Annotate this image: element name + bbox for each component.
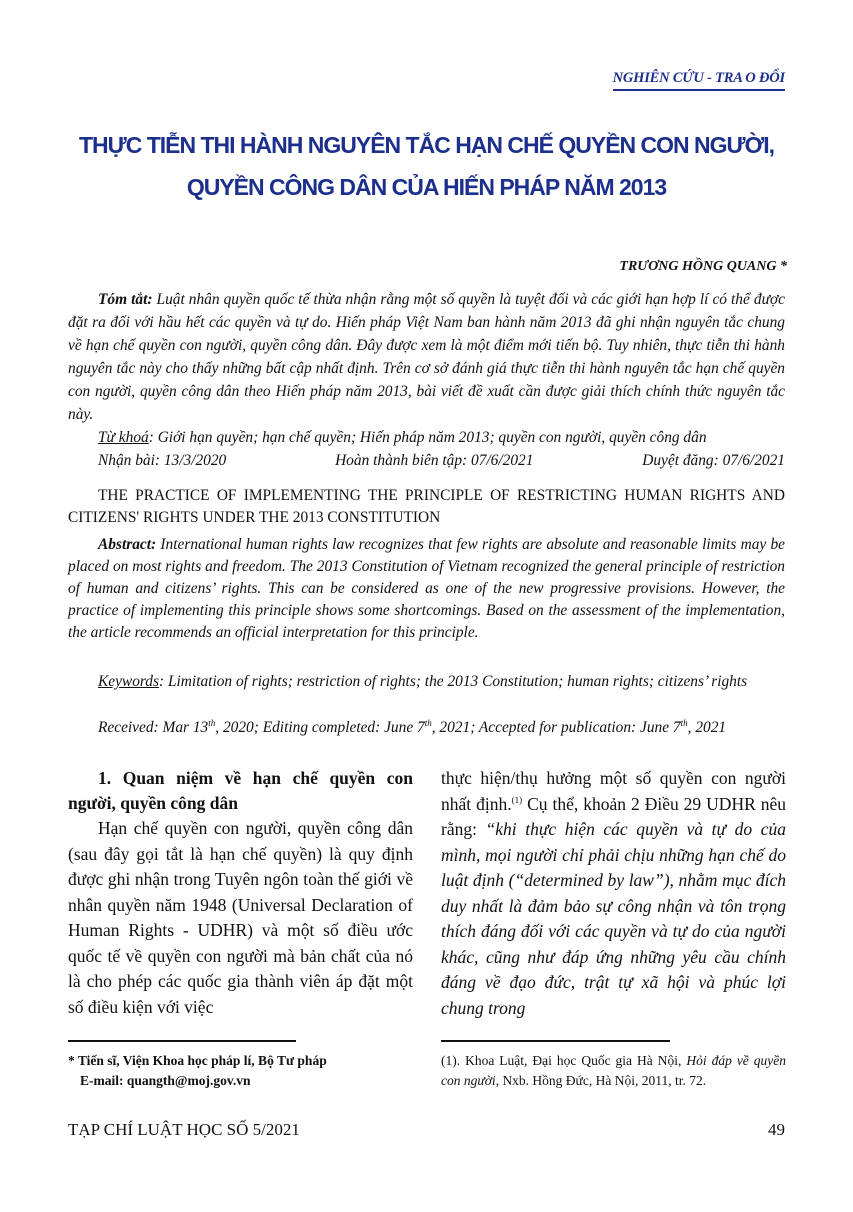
abstract-en-label: Abstract: <box>98 536 157 553</box>
superscript: th <box>424 717 432 728</box>
abstract-en-text: International human rights law recognizes that few rights are absolute and reasonable limits may be placed on most rights and freedom. The 2013 Constitution of Vietnam recognized the general principle of restriction of human and citizens’ rights. This can be considered as one of the new progressive provisions. However, the practice of implementing this principle shows some shortcomings. Based on the assessment of the implementation, the article recommends an official interpretation for this principle. <box>68 536 785 641</box>
abstract-vi-text: Luật nhân quyền quốc tế thừa nhận rằng một số quyền là tuyệt đối và các giới hạn hợp lí có thể được đặt ra đối với hầu hết các quyền và tự do. Hiến pháp Việt Nam ban hành năm 2013 đã ghi nhận nguyên tắc chung về hạn chế quyền con người, quyền công dân. Đây được xem là một điểm mới tiến bộ. Tuy nhiên, thực tiễn thi hành nguyên tắc này cho thấy những bất cập nhất định. Trên cơ sở đánh giá thực tiễn thi hành nguyên tắc hạn chế quyền con người, quyền công dân theo Hiến pháp năm 2013, bài viết đề xuất cần được giải thích chính thức nguyên tắc này. <box>68 291 786 423</box>
dates-en <box>68 719 785 737</box>
footnote-divider <box>441 1040 670 1042</box>
page-number: 49 <box>768 1120 785 1139</box>
superscript: th <box>208 717 216 728</box>
section-label: NGHIÊN CỨU - TRA O ĐỔI <box>613 70 785 91</box>
section-heading: 1. Quan niệm về hạn chế quyền con người, quyền công dân <box>68 768 413 813</box>
author-footnote <box>68 1051 413 1091</box>
received-date: Nhận bài: 13/3/2020 <box>98 452 227 469</box>
footnote-text: (1). Khoa Luật, Đại học Quốc gia Hà Nội, <box>441 1053 687 1068</box>
body-column-right <box>441 766 786 1021</box>
footnote-text: , Nxb. Hồng Đức, Hà Nội, 2011, tr. 72. <box>495 1073 707 1088</box>
dates-en-text: , 2021; Accepted for publication: June 7 <box>431 719 681 736</box>
author-affiliation: * Tiến sĩ, Viện Khoa học pháp lí, Bộ Tư pháp <box>68 1053 327 1068</box>
edited-date: Hoàn thành biên tập: 07/6/2021 <box>335 452 534 469</box>
body-text: Cụ thể, khoản 2 Điều 29 UDHR nêu rằng: <box>441 793 786 839</box>
author: TRƯƠNG HỒNG QUANG * <box>619 259 787 274</box>
dates-en-text: Received: Mar 13 <box>98 719 209 736</box>
dates-en-text: , 2020; Editing completed: June 7 <box>215 719 425 736</box>
title-line-2: QUYỀN CÔNG DÂN CỦA HIẾN PHÁP NĂM 2013 <box>186 174 667 200</box>
accepted-date: Duyệt đăng: 07/6/2021 <box>642 452 785 469</box>
title-line-1: THỰC TIỄN THI HÀNH NGUYÊN TẮC HẠN CHẾ QUYỀN CON NGƯỜI, <box>78 132 775 158</box>
dates-vi <box>68 452 785 470</box>
journal-footer: TẠP CHÍ LUẬT HỌC SỐ 5/2021 <box>68 1120 300 1139</box>
keywords-en <box>68 671 785 693</box>
dates-en-text: , 2021 <box>687 719 727 736</box>
keywords-vi <box>68 426 785 449</box>
body-text: thực hiện/thụ hưởng một số quyền con người nhất định. <box>441 768 786 814</box>
body-paragraph: Hạn chế quyền con người, quyền công dân (sau đây gọi tắt là hạn chế quyền) là quy định được ghi nhận trong Tuyên ngôn toàn thế giới về nhân quyền năm 1948 (Universal Declaration of Human Rights - UDHR) và một số điều ước quốc tế về quyền con người mà bản chất của nó là cho phép các quốc gia thành viên áp đặt một số điều kiện với việc <box>68 818 413 1017</box>
keywords-vi-label: Từ khoá <box>98 429 149 446</box>
keywords-vi-text: : Giới hạn quyền; hạn chế quyền; Hiến pháp năm 2013; quyền con người, quyền công dân <box>148 429 707 446</box>
superscript: th <box>680 717 688 728</box>
footnote-ref-link[interactable]: (1) <box>511 794 523 805</box>
title-en: THE PRACTICE OF IMPLEMENTING THE PRINCIPLE OF RESTRICTING HUMAN RIGHTS AND CITIZENS' RIGHTS UNDER THE 2013 CONSTITUTION <box>68 487 785 526</box>
abstract-en <box>68 534 785 644</box>
footnote-divider <box>68 1040 296 1042</box>
article-title <box>68 124 785 208</box>
abstract-vi-label: Tóm tắt: <box>98 291 153 308</box>
body-column-left <box>68 766 413 1020</box>
footnote-book-title: Hỏi đáp về quyền con người <box>441 1053 787 1088</box>
udhr-quote: “khi thực hiện các quyền và tự do của mình, mọi người chỉ phải chịu những hạn chế do luật định (“determined by law”), nhằm mục đích duy nhất là đảm bảo sự công nhận và tôn trọng thích đáng đối với các quyền và tự do của người khác, cũng như đáp ứng những yêu cầu chính đáng về đạo đức, trật tự xã hội và phúc lợi chung trong <box>441 819 786 1018</box>
author-email: E-mail: quangth@moj.gov.vn <box>80 1073 251 1088</box>
keywords-en-label: Keywords <box>98 673 159 690</box>
abstract-vi <box>68 288 785 426</box>
body-paragraph <box>441 766 786 1021</box>
reference-footnote <box>441 1051 786 1091</box>
keywords-en-text: : Limitation of rights; restriction of rights; the 2013 Constitution; human rights; citizens’ rights <box>159 673 748 690</box>
